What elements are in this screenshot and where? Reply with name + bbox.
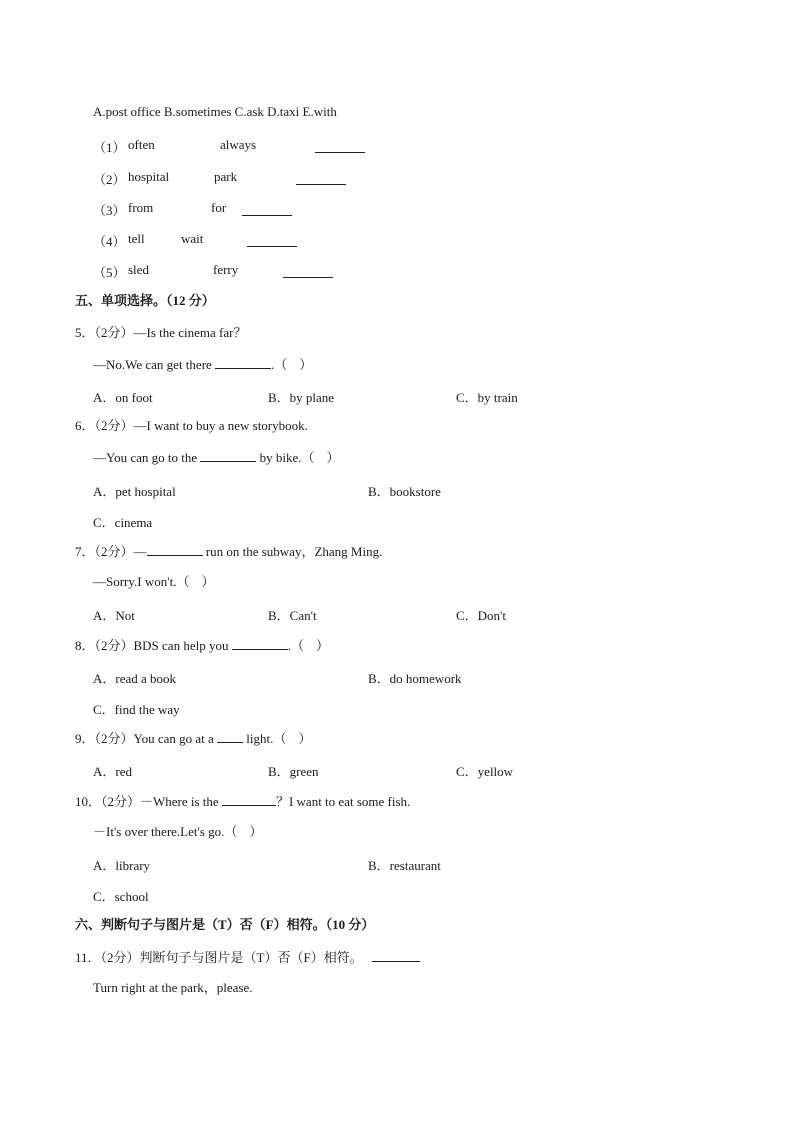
q5-text-post: .: [271, 357, 275, 372]
word-2: always: [220, 137, 257, 152]
q6-line2: [93, 449, 340, 466]
q11-blank[interactable]: [372, 949, 420, 962]
q7-stem: [75, 543, 382, 560]
q10-option-a[interactable]: A．library: [93, 858, 151, 873]
answer-blank[interactable]: [315, 140, 365, 153]
word-2: for: [211, 200, 227, 215]
q8-option-a[interactable]: A．read a book: [93, 671, 177, 686]
word-2: wait: [181, 231, 204, 246]
q9-stem: [75, 730, 311, 747]
row-number: （2）: [93, 172, 126, 187]
section-5-title: 五、单项选择。（12 分）: [75, 293, 215, 308]
q7-answer-paren[interactable]: [176, 574, 214, 590]
q6-text-post: by bike.: [259, 450, 302, 465]
row-number: （4）: [93, 234, 126, 249]
q8-stem: [75, 637, 329, 654]
q5-option-a[interactable]: A．on foot: [93, 390, 153, 405]
answer-blank[interactable]: [296, 172, 346, 185]
row-number: （1）: [93, 140, 126, 155]
q6-stem: 6．（2分）—I want to buy a new storybook.: [75, 418, 308, 433]
q7-option-b[interactable]: B．Can't: [268, 608, 317, 623]
q9-text-post: light.: [246, 731, 274, 746]
q9-blank[interactable]: [217, 730, 243, 743]
q9-option-c[interactable]: C．yellow: [456, 764, 514, 779]
word-1: tell: [128, 231, 145, 246]
q5-blank[interactable]: [215, 356, 271, 369]
q6-option-c[interactable]: C．cinema: [93, 515, 153, 530]
q7-text-post: run on the subway，Zhang Ming.: [205, 544, 383, 559]
section-6-title: 六、判断句子与图片是（T）否（F）相符。（10 分）: [75, 917, 375, 932]
q6-option-b[interactable]: B．bookstore: [368, 484, 441, 499]
q7-reply: —Sorry.I won't.: [93, 574, 177, 589]
word-1: from: [128, 200, 154, 215]
q7-text-pre: 7．（2分）—: [75, 544, 147, 559]
q9-answer-paren[interactable]: [273, 731, 311, 747]
q5-option-b[interactable]: B．by plane: [268, 390, 335, 405]
q6-blank[interactable]: [200, 449, 256, 462]
q9-text-pre: 9．（2分）You can go at a: [75, 731, 214, 746]
q7-option-a[interactable]: A．Not: [93, 608, 135, 623]
q7-option-c[interactable]: C．Don't: [456, 608, 507, 623]
q5-text-pre: —No.We can get there: [93, 357, 212, 372]
word-2: ferry: [213, 262, 239, 277]
word-1: hospital: [128, 169, 170, 184]
word-2: park: [214, 169, 238, 184]
q7-line2: [93, 574, 214, 590]
q8-text-pre: 8．（2分）BDS can help you: [75, 638, 229, 653]
q8-answer-paren[interactable]: [291, 638, 329, 654]
q9-option-b[interactable]: B．green: [268, 764, 319, 779]
q10-stem: [75, 793, 410, 810]
q8-blank[interactable]: [232, 637, 288, 650]
q6-answer-paren[interactable]: [302, 450, 340, 466]
q10-reply: －It's over there.Let's go.: [93, 824, 225, 839]
match-options: A.post office B.sometimes C.ask D.taxi E.with: [93, 104, 337, 119]
q10-line2: [93, 824, 262, 840]
q11-stem: [75, 949, 420, 966]
answer-blank[interactable]: [283, 265, 333, 278]
q11-text: 11．（2分）判断句子与图片是（T）否（F）相符。: [75, 950, 363, 965]
q8-option-c[interactable]: C．find the way: [93, 702, 180, 717]
q11-sentence: Turn right at the park，please.: [93, 980, 253, 995]
q5-answer-paren[interactable]: [274, 357, 312, 373]
q5-line2: [93, 356, 312, 373]
q8-option-b[interactable]: B．do homework: [368, 671, 462, 686]
q5-option-c[interactable]: C．by train: [456, 390, 518, 405]
answer-blank[interactable]: [242, 203, 292, 216]
q10-text-post: ？I want to eat some fish.: [275, 794, 411, 809]
q5-stem: 5．（2分）—Is the cinema far？: [75, 325, 247, 340]
q10-blank[interactable]: [222, 793, 276, 806]
q7-blank[interactable]: [147, 543, 203, 556]
word-1: sled: [128, 262, 149, 277]
q10-text-pre: 10．（2分）－Where is the: [75, 794, 219, 809]
q6-text-pre: —You can go to the: [93, 450, 198, 465]
q10-option-b[interactable]: B．restaurant: [368, 858, 441, 873]
word-1: often: [128, 137, 155, 152]
q10-option-c[interactable]: C．school: [93, 889, 149, 904]
q8-text-post: .: [287, 638, 291, 653]
row-number: （5）: [93, 265, 126, 280]
row-number: （3）: [93, 203, 126, 218]
answer-blank[interactable]: [247, 234, 297, 247]
q6-option-a[interactable]: A．pet hospital: [93, 484, 176, 499]
q9-option-a[interactable]: A．red: [93, 764, 132, 779]
q10-answer-paren[interactable]: [224, 824, 262, 840]
